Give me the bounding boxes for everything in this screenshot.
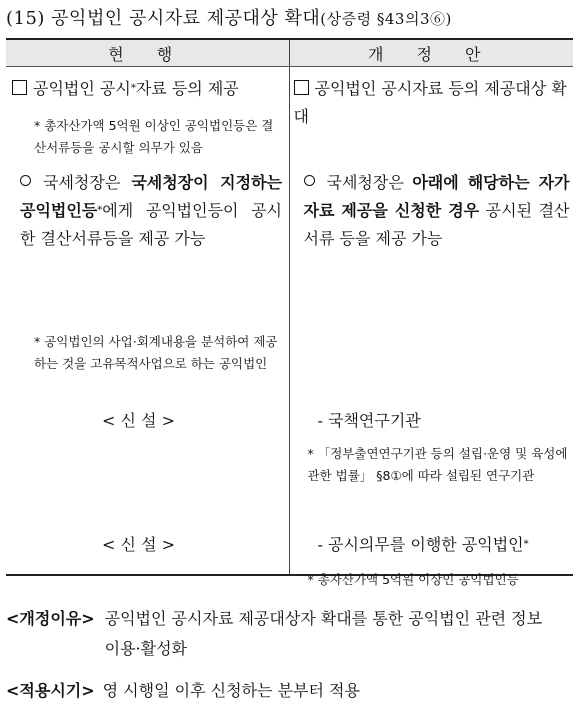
revised-note-1: * 「정부출연연구기관 등의 설립·운영 및 육성에 관한 법률」 §8①에 따라 설립된 연구기관 [307, 446, 568, 483]
section-title [6, 4, 452, 30]
current-heading: 공익법인 공시*자료 등의 제공 [12, 75, 284, 103]
current-new-2: < 신 설 > [102, 535, 175, 554]
title-main: (15) 공익법인 공시자료 제공대상 확대 [6, 8, 321, 29]
comparison-table [6, 38, 573, 587]
title-ref: (상증령 §43의3⑥) [320, 10, 452, 28]
header-current: 현 행 [6, 39, 289, 67]
square-bullet-icon [294, 80, 309, 95]
revised-note-2: * 총자산가액 5억원 이상인 공익법인등 [307, 572, 519, 587]
revised-heading: 공익법인 공시자료 등의 제공대상 확대 [293, 79, 567, 126]
reason-block [6, 604, 566, 664]
asterisk-icon: * [130, 83, 136, 94]
revised-item: 국세청장은 아래에 해당하는 자가 자료 제공을 신청한 경우 공시된 결산서류 등을 제공 가능 [303, 173, 570, 248]
circle-bullet-icon [20, 175, 31, 186]
current-note-1: * 총자산가액 5억원 이상인 공익법인등은 결산서류등을 공시할 의무가 있음 [34, 118, 274, 155]
timing-text: 영 시행일 이후 신청하는 분부터 적용 [102, 681, 360, 700]
current-new-1: < 신 설 > [102, 411, 175, 430]
timing-block [6, 676, 566, 706]
current-item: 국세청장은 국세청장이 지정하는 공익법인등*에게 공익법인등이 공시한 결산서류등을 제공 가능 [20, 173, 282, 248]
square-bullet-icon [12, 80, 27, 95]
reason-label: <개정이유> [6, 609, 95, 628]
asterisk-icon: * [97, 205, 103, 216]
reason-text: 공익법인 공시자료 제공대상자 확대를 통한 공익법인 관련 정보 이용·활성화 [104, 609, 543, 658]
current-note-2: * 공익법인의 사업·회계내용을 분석하여 제공하는 것을 고유목적사업으로 하는 공익법인 [34, 334, 278, 371]
timing-label: <적용시기> [6, 681, 95, 700]
header-revised: 개 정 안 [289, 39, 573, 67]
revised-sub-2: - 공시의무를 이행한 공익법인* [317, 535, 529, 554]
revised-sub-1: - 국책연구기관 [317, 411, 421, 430]
asterisk-icon: * [523, 539, 529, 550]
revised-column [289, 67, 573, 587]
circle-bullet-icon [304, 175, 315, 186]
current-column [6, 67, 289, 576]
